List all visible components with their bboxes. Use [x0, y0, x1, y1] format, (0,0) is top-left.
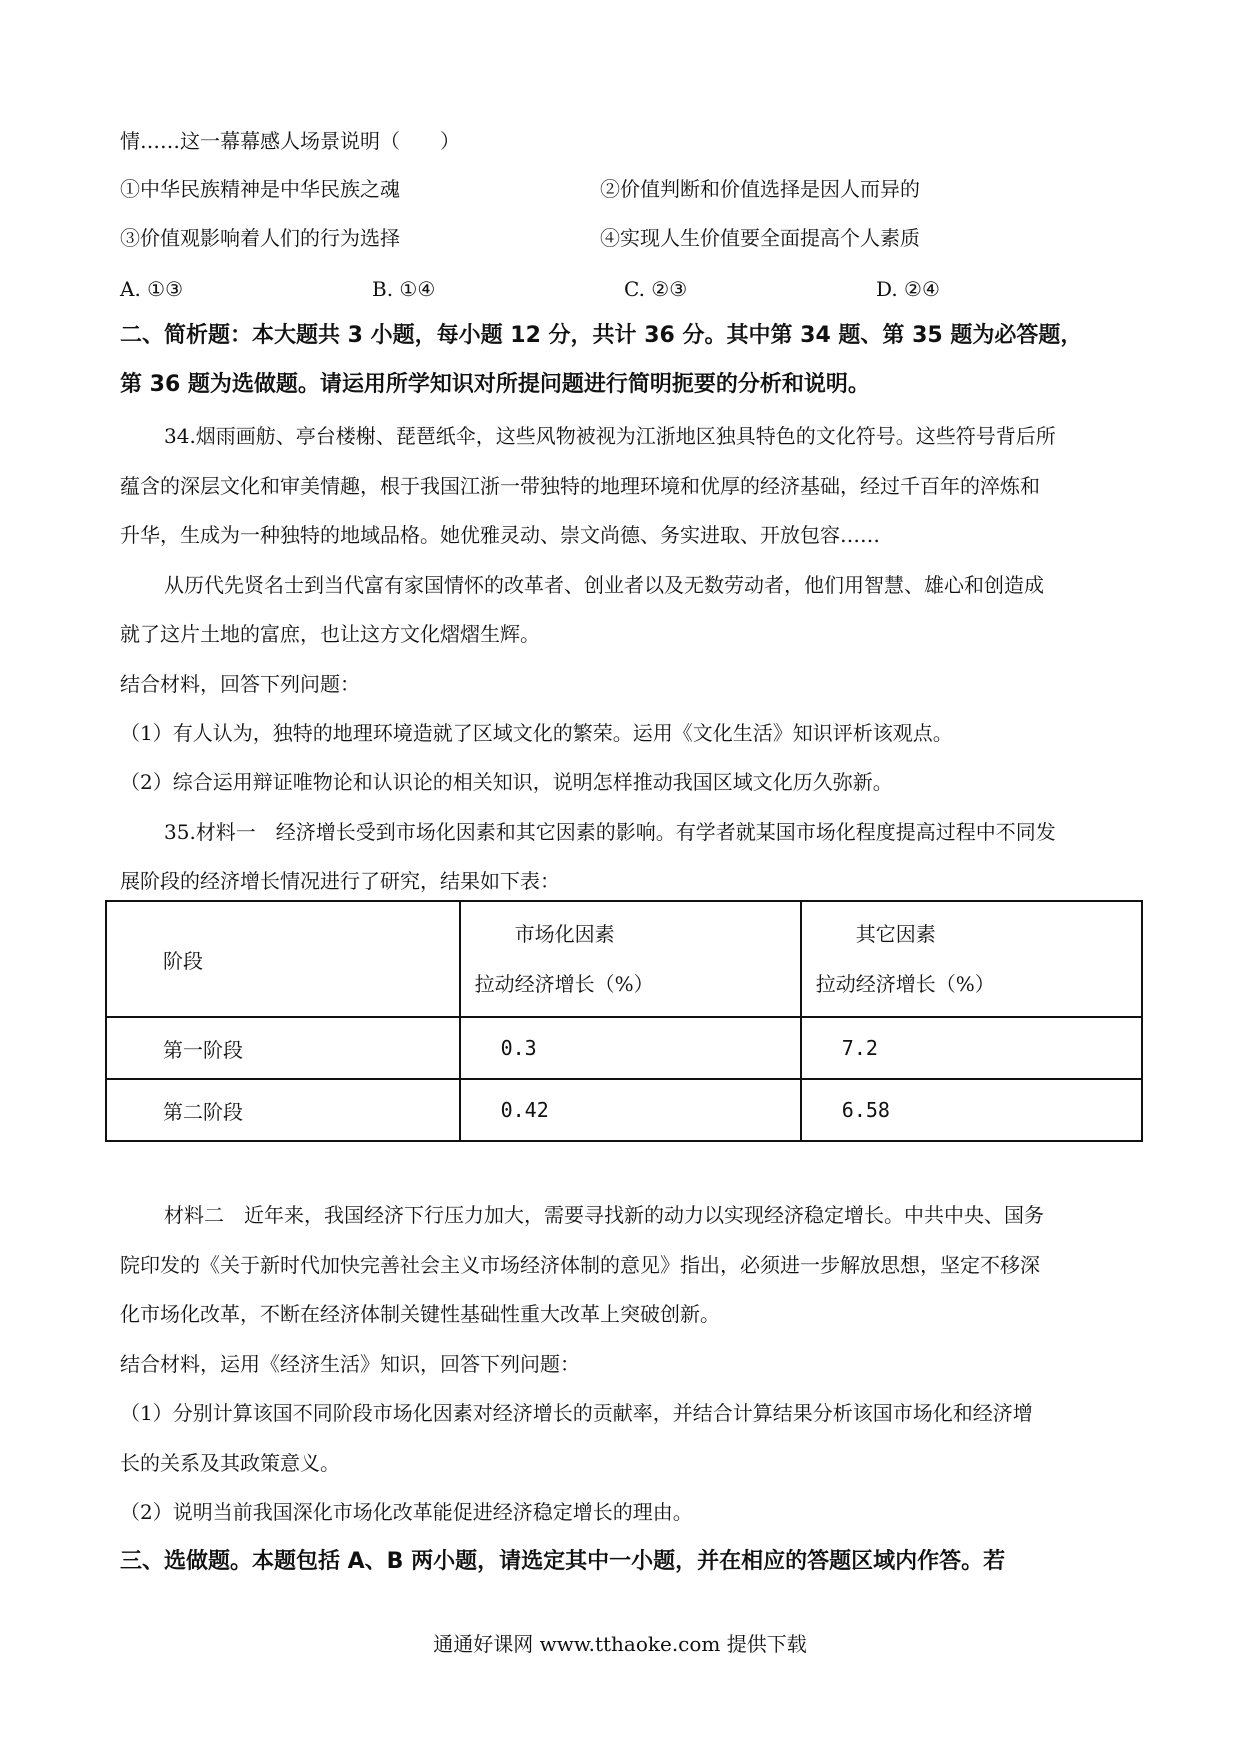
- q33-item-4: ④实现人生价值要全面提高个人素质: [600, 226, 920, 250]
- q33-choice-c: C. ②③: [624, 277, 688, 301]
- q33-item-2: ②价值判断和价值选择是因人而异的: [600, 177, 920, 201]
- header-market-factor: [460, 901, 801, 1017]
- header-other-unit: 拉动经济增长（%）: [815, 972, 995, 996]
- q34-material-line: 升华，生成为一种独特的地域品格。她优雅灵动、崇文尚德、务实进取、开放包容……: [120, 523, 880, 547]
- table-row: [106, 1017, 1142, 1079]
- q35-subquestion-2: （2）说明当前我国深化市场化改革能促进经济稳定增长的理由。: [120, 1500, 693, 1524]
- q33-choice-d: D. ②④: [876, 277, 940, 301]
- q35-material-1-line: 35.材料一 经济增长受到市场化因素和其它因素的影响。有学者就某国市场化程度提高过程中不同发: [164, 820, 1056, 844]
- q35-material-2-line: 院印发的《关于新时代加快完善社会主义市场经济体制的意见》指出，必须进一步解放思想，坚定不移深: [120, 1253, 1040, 1277]
- table-row: [106, 1079, 1142, 1141]
- row-stage: 第二阶段: [106, 1079, 460, 1141]
- table-header-row: [106, 901, 1142, 1017]
- q34-subquestion-1: （1）有人认为，独特的地理环境造就了区域文化的繁荣。运用《文化生活》知识评析该观点。: [120, 721, 953, 745]
- q35-subquestion-1-cont: 长的关系及其政策意义。: [120, 1451, 340, 1475]
- row-other-value: 7.2: [801, 1017, 1142, 1079]
- header-market-title: 市场化因素: [514, 922, 615, 946]
- section2-heading-line1: 二、简析题：本大题共 3 小题，每小题 12 分，共计 36 分。其中第 34 题、第 35 题为必答题，: [120, 323, 1083, 348]
- row-stage: 第一阶段: [106, 1017, 460, 1079]
- header-market-unit: 拉动经济增长（%）: [474, 972, 654, 996]
- q34-subquestion-2: （2）综合运用辩证唯物论和认识论的相关知识，说明怎样推动我国区域文化历久弥新。: [120, 770, 893, 794]
- q33-choice-b: B. ①④: [372, 277, 436, 301]
- section3-heading: 三、选做题。本题包括 A、B 两小题，请选定其中一小题，并在相应的答题区域内作答。若: [120, 1549, 1006, 1574]
- row-other-value: 6.58: [801, 1079, 1142, 1141]
- q35-material-2-line: 化市场化改革，不断在经济体制关键性基础性重大改革上突破创新。: [120, 1302, 720, 1326]
- q33-item-3: ③价值观影响着人们的行为选择: [120, 226, 400, 250]
- q35-material-1-line: 展阶段的经济增长情况进行了研究，结果如下表：: [120, 869, 560, 893]
- q35-material-2-line: 材料二 近年来，我国经济下行压力加大，需要寻找新的动力以实现经济稳定增长。中共中央、国务: [164, 1203, 1044, 1227]
- q34-material-line: 从历代先贤名士到当代富有家国情怀的改革者、创业者以及无数劳动者，他们用智慧、雄心和创造成: [164, 573, 1044, 597]
- header-other-factor: [801, 901, 1142, 1017]
- q35-prompt: 结合材料，运用《经济生活》知识，回答下列问题：: [120, 1352, 580, 1376]
- q33-stem-tail: 情……这一幕幕感人场景说明（ ）: [120, 129, 460, 153]
- header-stage: 阶段: [106, 901, 460, 1017]
- header-other-title: 其它因素: [855, 922, 936, 946]
- row-market-value: 0.42: [460, 1079, 801, 1141]
- section2-heading-line2: 第 36 题为选做题。请运用所学知识对所提问题进行简明扼要的分析和说明。: [120, 372, 870, 397]
- growth-table: [105, 900, 1143, 1142]
- page-footer: 通通好课网 www.tthaoke.com 提供下载: [433, 1632, 807, 1656]
- q34-material-line: 蕴含的深层文化和审美情趣，根于我国江浙一带独特的地理环境和优厚的经济基础，经过千百年的淬炼和: [120, 474, 1040, 498]
- q34-material-line: 34.烟雨画舫、亭台楼榭、琵琶纸伞，这些风物被视为江浙地区独具特色的文化符号。这些符号背后所: [164, 424, 1056, 448]
- q34-material-line: 就了这片土地的富庶，也让这方文化熠熠生辉。: [120, 622, 540, 646]
- q33-choice-a: A. ①③: [120, 277, 184, 301]
- row-market-value: 0.3: [460, 1017, 801, 1079]
- q35-subquestion-1: （1）分别计算该国不同阶段市场化因素对经济增长的贡献率，并结合计算结果分析该国市场化和经济增: [120, 1401, 1033, 1425]
- q34-prompt: 结合材料，回答下列问题：: [120, 672, 360, 696]
- q33-item-1: ①中华民族精神是中华民族之魂: [120, 177, 400, 201]
